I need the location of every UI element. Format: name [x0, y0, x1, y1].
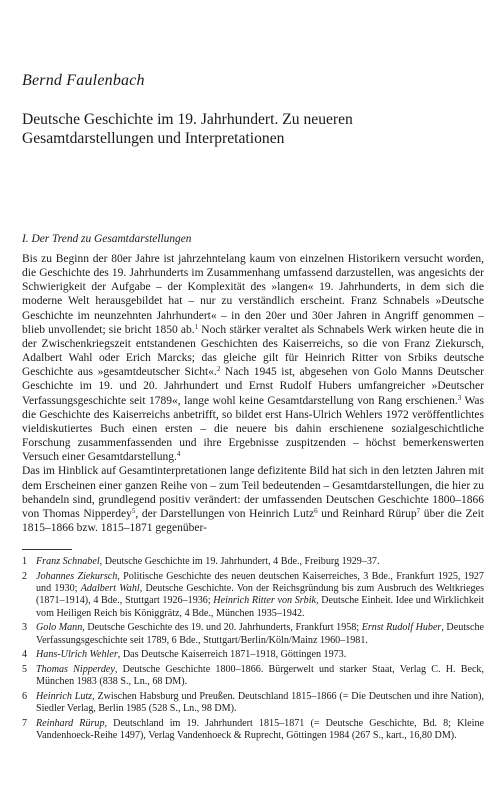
footnote: 6 Heinrich Lutz, Zwischen Habsburg und Preußen. Deutschland 1815–1866 (= Die Deutschen und ihre Nation), Siedler Verlag, Berlin 1985 (528 S., Ln., 98 DM). [22, 690, 484, 715]
footnote-ref[interactable]: 7 [416, 506, 421, 515]
footnote-ref[interactable]: 4 [176, 450, 181, 459]
footnotes [22, 556, 484, 745]
body-text [22, 252, 484, 535]
footnote-ref[interactable]: 1 [194, 322, 199, 331]
footnote: 1 Franz Schnabel, Deutsche Geschichte im 19. Jahrhundert, 4 Bde., Freiburg 1929–37. [22, 556, 380, 567]
footnote: 4 Hans-Ulrich Wehler, Das Deutsche Kaiserreich 1871–1918, Göttingen 1973. [22, 649, 347, 661]
footnote: 3 Golo Mann, Deutsche Geschichte des 19. und 20. Jahrhunderts, Frankfurt 1958; Ernst Rudolf Huber, Deutsche Verfassungsgeschichte seit 1789, 6 Bde., Stuttgart/Berlin/Köln/Mainz 1960–1981. [22, 622, 484, 646]
paragraph: Bis zu Beginn der 80er Jahre ist jahrzehntelang kaum von einzelnen Historikern versucht worden, die Geschichte des 19. Jahrhunderts im Zusammenhang umfassend darzustellen, was angesichts der Schwierigkeit der Aufgabe – der Komplexität des »langen« 19. Jahrhunderts, in dem sich die moderne Welt herausgebildet hat – nur zu verständlich erscheint. Franz Schnabels »Deutsche Geschichte im neunzehnten Jahrhundert« – in den 20er und 30er Jahren in Angriff genommen – blieb unvollendet; sie bricht 1850 ab.$^1$ Noch stärker veraltet als Schnabels Werk wirken heute die in der Zwischenkriegszeit entstandenen Geschichten des Kaiserreichs, so die von Franz Ziekursch, Adalbert Wahl oder Erich Marcks; das gleiche gilt für Heinrich Ritter von Srbiks deutsche Geschichte aus »gesamtdeutscher Sicht«.$^2$ Nach 1945 ist, abgesehen von Golo Manns Deutscher Geschichte im 19. und 20. Jahrhundert und Ernst Rudolf Hubers umfangreicher »Deutscher Verfassungsgeschichte seit 1789«, lange wohl keine Gesamtdarstellung von Rang erschienen.$^3$ Was die Geschichte des Kaiserreichs anbetrifft, so bildet erst Hans-Ulrich Wehlers 1972 veröffentlichtes vieldiskutiertes Buch einen ersten – die neuere bis dahin erschienene sozialgeschichtliche Forschung zusammenfassenden und ihre Ergebnisse zuspitzenden – höchst bemerkenswerten Versuch einer Gesamtdarstellung.$^4$ [22, 253, 485, 464]
article-title: Deutsche Geschichte im 19. Jahrhundert. Zu neueren Gesamtdarstellungen und Interpretationen [22, 111, 353, 147]
footnote-ref[interactable]: 5 [131, 506, 136, 515]
section-heading: I. Der Trend zu Gesamtdarstellungen [22, 233, 192, 245]
footnote: 7 Reinhard Rürup, Deutschland im 19. Jahrhundert 1815–1871 (= Deutsche Geschichte, Bd. 8; Kleine Vandenhoeck-Reihe 1497), Verlag Vandenhoeck & Ruprecht, Göttingen 1984 (267 S., kart., 16,80 DM). [22, 717, 484, 742]
footnote-divider [22, 549, 72, 550]
footnote: 5 Thomas Nipperdey, Deutsche Geschichte 1800–1866. Bürgerwelt und starker Staat, Verlag C. H. Beck, München 1983 (838 S., Ln., 68 DM). [22, 663, 484, 688]
footnote-ref[interactable]: 2 [216, 365, 221, 374]
paragraph: Das im Hinblick auf Gesamtinterpretationen lange defizitente Bild hat sich in den letzten Jahren mit dem Erscheinen einer ganzen Reihe von – zum Teil bedeutenden – Gesamtdarstellungen, die hier zu behandeln sind, grundlegend positiv verändert: der umfassenden Deutschen Geschichte 1800–1866 von Thomas Nipperdey$^5$, der Darstellungen von Heinrich Lutz$^6$ und Reinhard Rürup$^7$ über die Zeit 1815–1866 bzw. 1815–1871 gegenüber- [22, 465, 484, 534]
footnote-ref[interactable]: 6 [314, 506, 318, 515]
author-name: Bernd Faulenbach [22, 72, 145, 89]
footnote: 2 Johannes Ziekursch, Politische Geschichte des neuen deutschen Kaiserreiches, 3 Bde., Frankfurt 1925, 1927 und 1930; Adalbert Wahl, Deutsche Geschichte. Von der Reichsgründung bis zum Ausbruch des Weltkrieges (1871–1914), 4 Bde., Stuttgart 1926–1936; Heinrich Ritter von Srbik, Deutsche Einheit. Idee und Wirklichkeit vom Heiligen Reich bis Königgrätz, 4 Bde., München 1935–1942. [22, 570, 484, 619]
footnote-ref[interactable]: 3 [457, 393, 462, 402]
